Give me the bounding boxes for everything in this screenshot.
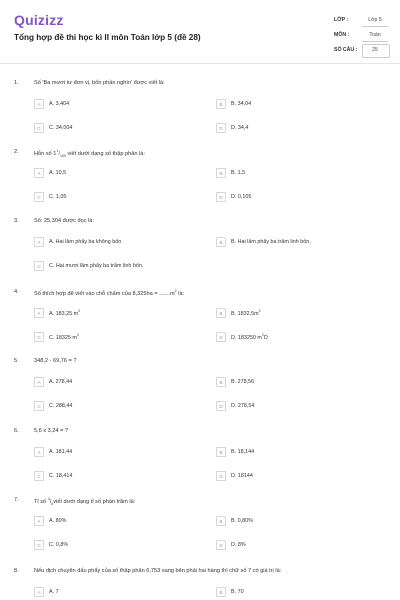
option-letter-box: A <box>34 308 44 318</box>
option-letter-box: C <box>34 332 44 342</box>
option-letter-box: C <box>34 261 44 271</box>
option-letter-box: D <box>216 123 226 133</box>
option-text: C. 18,414 <box>49 473 73 479</box>
option-letter-box: A <box>34 99 44 109</box>
meta-label-count: SỐ CÂU : <box>334 47 358 53</box>
option-letter-box: C <box>34 192 44 202</box>
answer-option-c[interactable] <box>34 540 68 550</box>
option-text: D. 278,54 <box>231 403 255 409</box>
answer-option-b[interactable] <box>216 99 251 109</box>
option-letter-box: B <box>216 237 226 247</box>
answer-option-d[interactable] <box>216 401 254 411</box>
option-letter-box: B <box>216 447 226 457</box>
question-text: Số thích hợp để viết vào chỗ chấm của $8,325ha = .......m^2$ là: <box>34 289 185 297</box>
question-text: Tỉ số $^4/_5viết$ dưới dạng tỉ số phần trăm là: <box>34 497 136 506</box>
option-text: A. Hai lăm phẩy ba không bốn <box>49 239 122 245</box>
header-divider <box>0 63 400 64</box>
meta-label-class: LỚP : <box>334 17 349 23</box>
question-text: Hỗn số $1^1/_{100}$ viết dưới dạng số thập phân là: <box>34 149 145 158</box>
option-text: B. Hai lăm phẩy ba trăm linh bốn. <box>231 239 311 245</box>
answer-option-b[interactable] <box>216 237 311 247</box>
answer-option-c[interactable] <box>34 471 72 481</box>
quizizz-logo: Quizizz <box>14 12 64 28</box>
option-letter-box: B <box>216 587 226 597</box>
meta-value-subject: Toán <box>369 32 381 38</box>
answer-option-b[interactable] <box>216 447 254 457</box>
question-text: Nếu dịch chuyển dấu phẩy của số thập phân 6,753 sang bên phải hai hàng thì chữ số 7 có giá trị là: <box>34 568 282 574</box>
option-letter-box: B <box>216 99 226 109</box>
option-letter-box: A <box>34 377 44 387</box>
option-text: D. 18144 <box>231 473 253 479</box>
option-letter-box: B <box>216 168 226 178</box>
option-text: C. 18325 $m^2$ <box>49 333 79 341</box>
answer-option-a[interactable] <box>34 516 66 526</box>
answer-option-c[interactable] <box>34 401 72 411</box>
option-letter-box: B <box>216 308 226 318</box>
worksheet-title: Tổng hợp đề thi học kì II môn Toán lớp 5 (đề 28) <box>14 33 201 42</box>
option-letter-box: A <box>34 237 44 247</box>
answer-option-a[interactable] <box>34 308 80 318</box>
option-letter-box: D <box>216 332 226 342</box>
option-letter-box: C <box>34 123 44 133</box>
option-text: C. 288,44 <box>49 403 73 409</box>
meta-underline-class <box>362 26 388 27</box>
option-letter-box: D <box>216 192 226 202</box>
question-number: 1. <box>14 80 19 86</box>
question-number: 6. <box>14 428 19 434</box>
answer-option-a[interactable] <box>34 447 72 457</box>
option-text: A. 183,25 $m^2$ <box>49 309 81 317</box>
answer-option-c[interactable] <box>34 123 72 133</box>
question-text: 348,2 - 69,76 = ? <box>34 358 77 364</box>
option-text: B. 34,04 <box>231 101 252 107</box>
option-letter-box: A <box>34 587 44 597</box>
answer-option-b[interactable] <box>216 587 244 597</box>
question-text: 5,6 x 3,24 = ? <box>34 428 69 434</box>
option-letter-box: A <box>34 168 44 178</box>
question-number: 2. <box>14 149 19 155</box>
option-text: B. 278,56 <box>231 379 255 385</box>
option-letter-box: C <box>34 540 44 550</box>
answer-option-c[interactable] <box>34 332 79 342</box>
meta-underline-subject <box>362 41 388 42</box>
answer-option-a[interactable] <box>34 587 59 597</box>
answer-option-d[interactable] <box>216 332 268 342</box>
answer-option-b[interactable] <box>216 516 253 526</box>
meta-value-class: Lớp 5 <box>368 17 382 23</box>
option-letter-box: C <box>34 471 44 481</box>
option-text: B. 1,5 <box>231 170 246 176</box>
option-text: A. 181,44 <box>49 449 73 455</box>
option-text: A. 7 <box>49 589 59 595</box>
option-letter-box: B <box>216 516 226 526</box>
answer-option-c[interactable] <box>34 261 143 271</box>
answer-option-d[interactable] <box>216 471 253 481</box>
question-text: Số: 25,304 được đọc là: <box>34 218 94 224</box>
option-text: A. 278,44 <box>49 379 73 385</box>
option-text: C. Hai mươi lăm phẩy ba trăm linh bốn. <box>49 263 144 269</box>
question-number: 3. <box>14 218 19 224</box>
option-text: A. 10,5 <box>49 170 67 176</box>
option-text: C. 1,05 <box>49 194 67 200</box>
option-text: D. 8% <box>231 542 246 548</box>
answer-option-a[interactable] <box>34 99 69 109</box>
option-text: D. 183250 $m^2D$ <box>231 333 268 341</box>
question-number: 4. <box>14 289 19 295</box>
answer-option-c[interactable] <box>34 192 66 202</box>
option-text: D. 34,4 <box>231 125 249 131</box>
option-letter-box: B <box>216 377 226 387</box>
question-number: 5. <box>14 358 19 364</box>
option-text: A. 80% <box>49 518 67 524</box>
option-text: B. 18,144 <box>231 449 255 455</box>
option-text: B. 0,80% <box>231 518 253 524</box>
question-number: 7. <box>14 497 19 503</box>
meta-label-subject: MÔN : <box>334 32 350 38</box>
answer-option-d[interactable] <box>216 540 246 550</box>
answer-option-b[interactable] <box>216 377 254 387</box>
answer-option-b[interactable] <box>216 168 245 178</box>
option-text: D. 0,105 <box>231 194 252 200</box>
option-letter-box: D <box>216 401 226 411</box>
option-text: A. 3,404 <box>49 101 70 107</box>
option-letter-box: D <box>216 540 226 550</box>
option-text: B. $1832,5m^2$ <box>231 309 261 317</box>
question-text: Số 'Ba mươi tư đơn vị, bốn phần nghìn' được viết là: <box>34 80 165 86</box>
option-letter-box: D <box>216 471 226 481</box>
option-letter-box: A <box>34 516 44 526</box>
answer-option-b[interactable] <box>216 308 261 318</box>
option-letter-box: A <box>34 447 44 457</box>
answer-option-d[interactable] <box>216 192 251 202</box>
answer-option-d[interactable] <box>216 123 248 133</box>
option-text: B. 70 <box>231 589 244 595</box>
answer-option-a[interactable] <box>34 237 121 247</box>
question-number: 8. <box>14 568 19 574</box>
answer-option-a[interactable] <box>34 377 72 387</box>
option-text: C. 34,004 <box>49 125 73 131</box>
option-letter-box: C <box>34 401 44 411</box>
meta-value-count: 25 <box>372 47 378 53</box>
answer-option-a[interactable] <box>34 168 66 178</box>
option-text: C. 0,8% <box>49 542 69 548</box>
